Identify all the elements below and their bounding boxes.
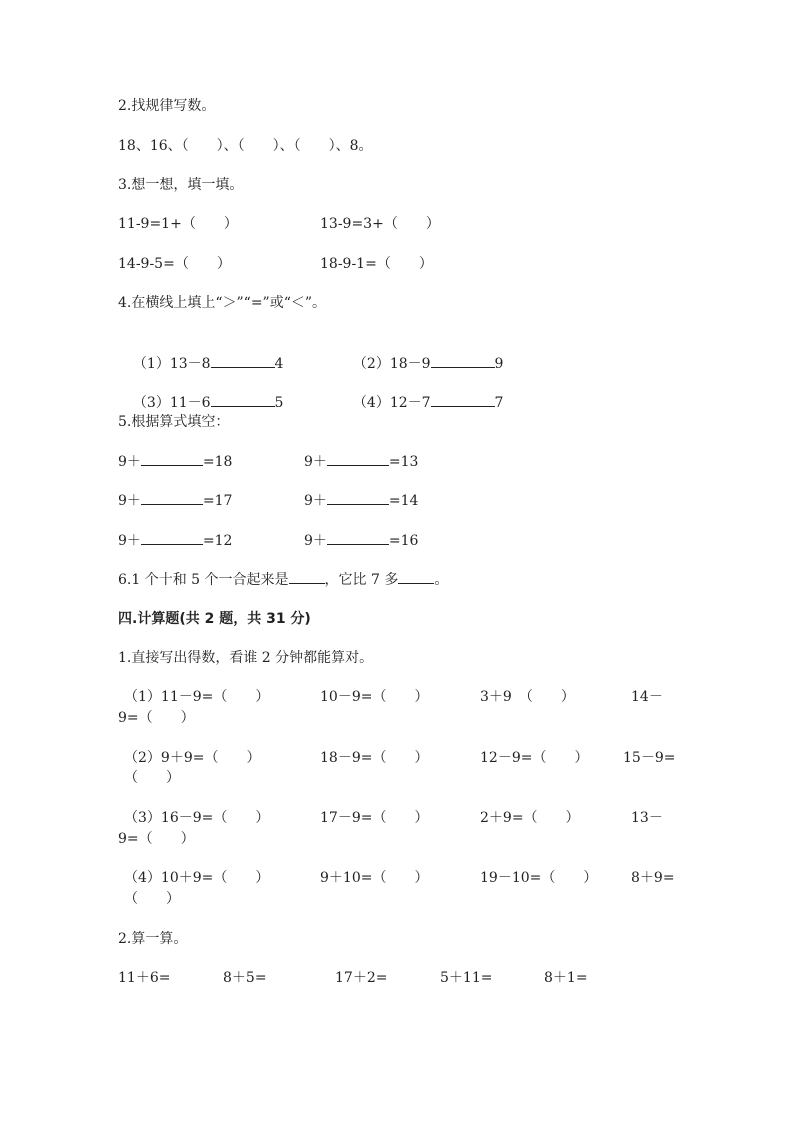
q5-item-6 [304,530,418,551]
calc1-row1-c: 3＋9 （ ） [480,689,575,705]
calc1-row4-wrap: （ ） [124,891,180,907]
q5-blank[interactable] [141,451,203,466]
calc1-row2-b: 18－9=（ ） [320,750,429,766]
q6-blank-1[interactable] [289,569,325,584]
section-heading: 四.计算题(共 2 题，共 31 分) [118,611,311,627]
q4-item-4 [344,372,503,413]
calc1-row4-a: （4）10＋9=（ ） [124,870,270,886]
q3-item-3: 14-9-5=（ ） [118,256,231,272]
q6-part3: 。 [434,572,449,588]
q5-prefix: 9＋ [118,493,141,509]
q5-blank[interactable] [141,530,203,545]
q4-title: 4.在横线上填上“＞”“=”或“＜”。 [118,295,327,311]
q4-item-1 [124,333,283,374]
q3-item-4: 18-9-1=（ ） [320,256,433,272]
q5-result: =18 [202,454,233,470]
q4-item-2-right: 9 [494,356,504,372]
calc1-row3-wrap: 9=（ ） [118,831,195,847]
calc1-row4-b: 9＋10=（ ） [320,870,429,886]
calc1-row1-d: 14－ [631,689,663,705]
calc1-row1-b: 10－9=（ ） [320,689,429,705]
q6-line [118,569,448,590]
calc1-row2-wrap: （ ） [124,770,180,786]
calc1-row4-c: 19－10=（ ） [480,870,598,886]
q5-title: 5.根据算式填空： [118,414,230,430]
q4-item-4-right: 7 [494,395,504,411]
q5-item-4 [304,490,418,511]
q5-blank[interactable] [327,530,389,545]
calc2-item-1: 11＋6= [118,970,171,986]
q4-item-3-right: 5 [274,395,284,411]
q4-item-4-left: （4）12－7 [352,395,431,411]
calc1-row1-a: （1）11－9=（ ） [124,689,270,705]
q2-sequence: 18、16、（ ）、（ ）、（ ）、8。 [118,138,373,154]
q5-blank[interactable] [327,451,389,466]
q5-result: =16 [388,533,419,549]
q6-part1: 6.1 个十和 5 个一合起来是 [118,572,289,588]
calc1-row3-b: 17－9=（ ） [320,810,429,826]
q5-item-3 [118,490,232,511]
q4-item-1-left: （1）13－8 [132,356,211,372]
q4-item-3 [124,372,283,413]
q5-result: =12 [202,533,233,549]
calc1-row1-wrap: 9=（ ） [118,710,195,726]
calc2-item-2: 8＋5= [223,970,267,986]
q4-item-2 [344,333,503,374]
q4-item-3-blank[interactable] [211,392,275,407]
q4-item-1-blank[interactable] [211,353,275,368]
q5-item-1 [118,451,232,472]
q5-result: =13 [388,454,419,470]
q6-part2: ，它比 7 多 [324,572,399,588]
q3-item-1: 11-9=1+（ ） [118,216,238,232]
calc1-row2-d: 15－9= [623,750,676,766]
calc2-item-3: 17＋2= [335,970,388,986]
q5-prefix: 9＋ [304,454,327,470]
q6-blank-2[interactable] [398,569,434,584]
q4-item-4-blank[interactable] [431,392,495,407]
q4-item-3-left: （3）11－6 [132,395,211,411]
q5-result: =14 [388,493,419,509]
q2-title: 2.找规律写数。 [118,98,216,114]
q5-result: =17 [202,493,233,509]
q5-prefix: 9＋ [118,454,141,470]
calc1-row3-c: 2＋9=（ ） [480,810,580,826]
calc1-row2-a: （2）9＋9=（ ） [124,750,261,766]
q5-item-2 [304,451,418,472]
q5-prefix: 9＋ [118,533,141,549]
q5-prefix: 9＋ [304,533,327,549]
calc1-row3-d: 13－ [631,810,663,826]
calc1-row4-d: 8＋9= [631,870,675,886]
q3-item-2: 13-9=3+（ ） [320,216,440,232]
calc1-row2-c: 12－9=（ ） [480,750,589,766]
q4-item-1-right: 4 [274,356,284,372]
calc1-title: 1.直接写出得数，看谁 2 分钟都能算对。 [118,650,374,666]
calc1-row3-a: （3）16－9=（ ） [124,810,270,826]
q5-prefix: 9＋ [304,493,327,509]
calc2-item-4: 5＋11= [440,970,493,986]
q3-title: 3.想一想，填一填。 [118,177,244,193]
q5-blank[interactable] [327,490,389,505]
q4-item-2-blank[interactable] [431,353,495,368]
q5-blank[interactable] [141,490,203,505]
q5-item-5 [118,530,232,551]
calc2-title: 2.算一算。 [118,931,188,947]
calc2-item-5: 8＋1= [544,970,588,986]
q4-item-2-left: （2）18－9 [352,356,431,372]
